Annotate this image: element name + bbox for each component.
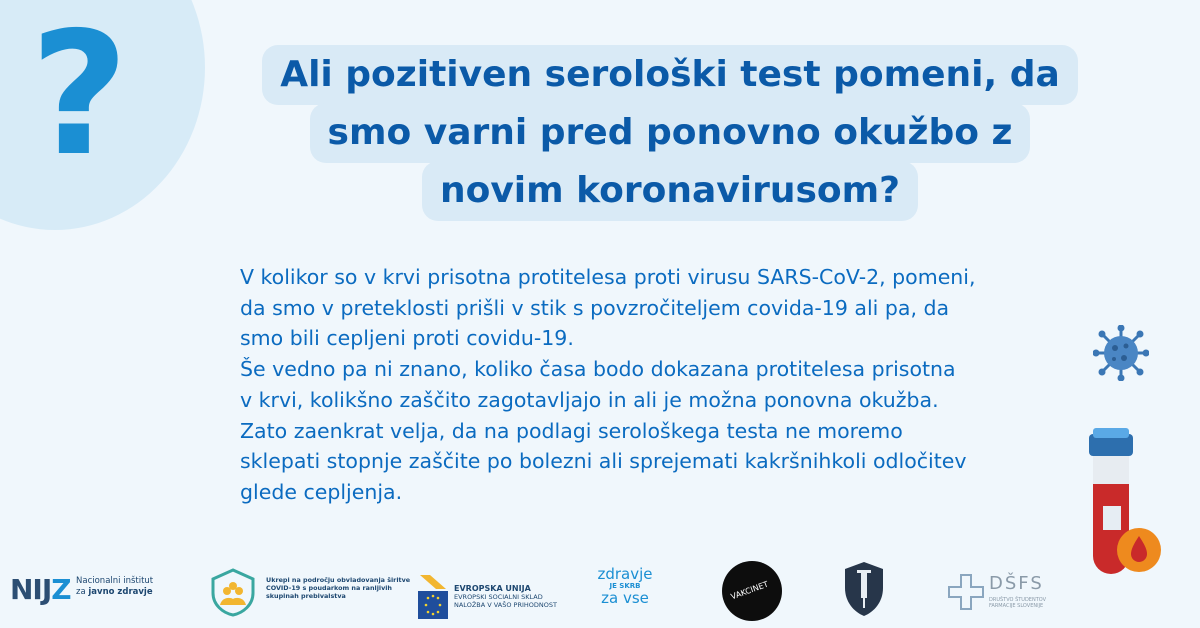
nijz-logo: NIJZ Nacionalni inštitut za javno zdravje: [10, 573, 154, 606]
body-line: sklepati stopnje zaščite po bolezni ali sprejemati kakršnihkoli odločitev: [240, 449, 967, 474]
people-shield-icon: [208, 567, 258, 617]
body-line: da smo v preteklosti prišli v stik s povzročiteljem covida-19 ali pa, da: [240, 295, 950, 320]
cross-icon: [947, 573, 985, 611]
shield-syringe-logo: [843, 560, 885, 622]
body-line: Zato zaenkrat velja, da na podlagi serološkega testa ne moremo: [240, 418, 903, 443]
title-line: Ali pozitiven serološki test pomeni, da: [262, 45, 1078, 105]
title-line: smo varni pred ponovno okužbo z: [310, 103, 1031, 163]
body-line: V kolikor so v krvi prisotna protitelesa proti virusu SARS-CoV-2, pomeni,: [240, 265, 976, 289]
partner-logos: [0, 555, 1200, 625]
body-line: smo bili cepljeni proti covidu-19.: [240, 326, 574, 351]
zdravje-logo: zdravje JE SKRB za vse: [597, 565, 653, 607]
vakcinet-logo: VAKCINET: [722, 561, 782, 621]
shield-icon: [843, 560, 885, 618]
covid-program-logo: Ukrepi na področju obvladovanja širitve COVID-19 s poudarkom na ranljivih skupinah prebivalstva: [208, 567, 258, 621]
page-title: [255, 46, 1085, 220]
body-text: [240, 262, 1060, 508]
eu-fund-logo: EVROPSKA UNIJA EVROPSKI SOCIALNI SKLAD NALOŽBA V VAŠO PRIHODNOST: [418, 575, 448, 625]
virus-icon: [1093, 325, 1149, 381]
eu-flag-icon: [418, 575, 448, 621]
dsfs-logo: DŠFS DRUŠTVO ŠTUDENTOV FARMACIJE SLOVENIJE: [947, 573, 985, 615]
body-line: v krvi, kolikšno zaščito zagotavljajo in ali je možna ponovna okužba.: [240, 387, 939, 412]
body-line: Še vedno pa ni znano, koliko časa bodo dokazana protitelesa prisotna: [240, 357, 956, 382]
body-line: glede cepljenja.: [240, 479, 403, 504]
title-line: novim koronavirusom?: [422, 161, 918, 221]
question-mark-icon: ?: [30, 0, 129, 194]
